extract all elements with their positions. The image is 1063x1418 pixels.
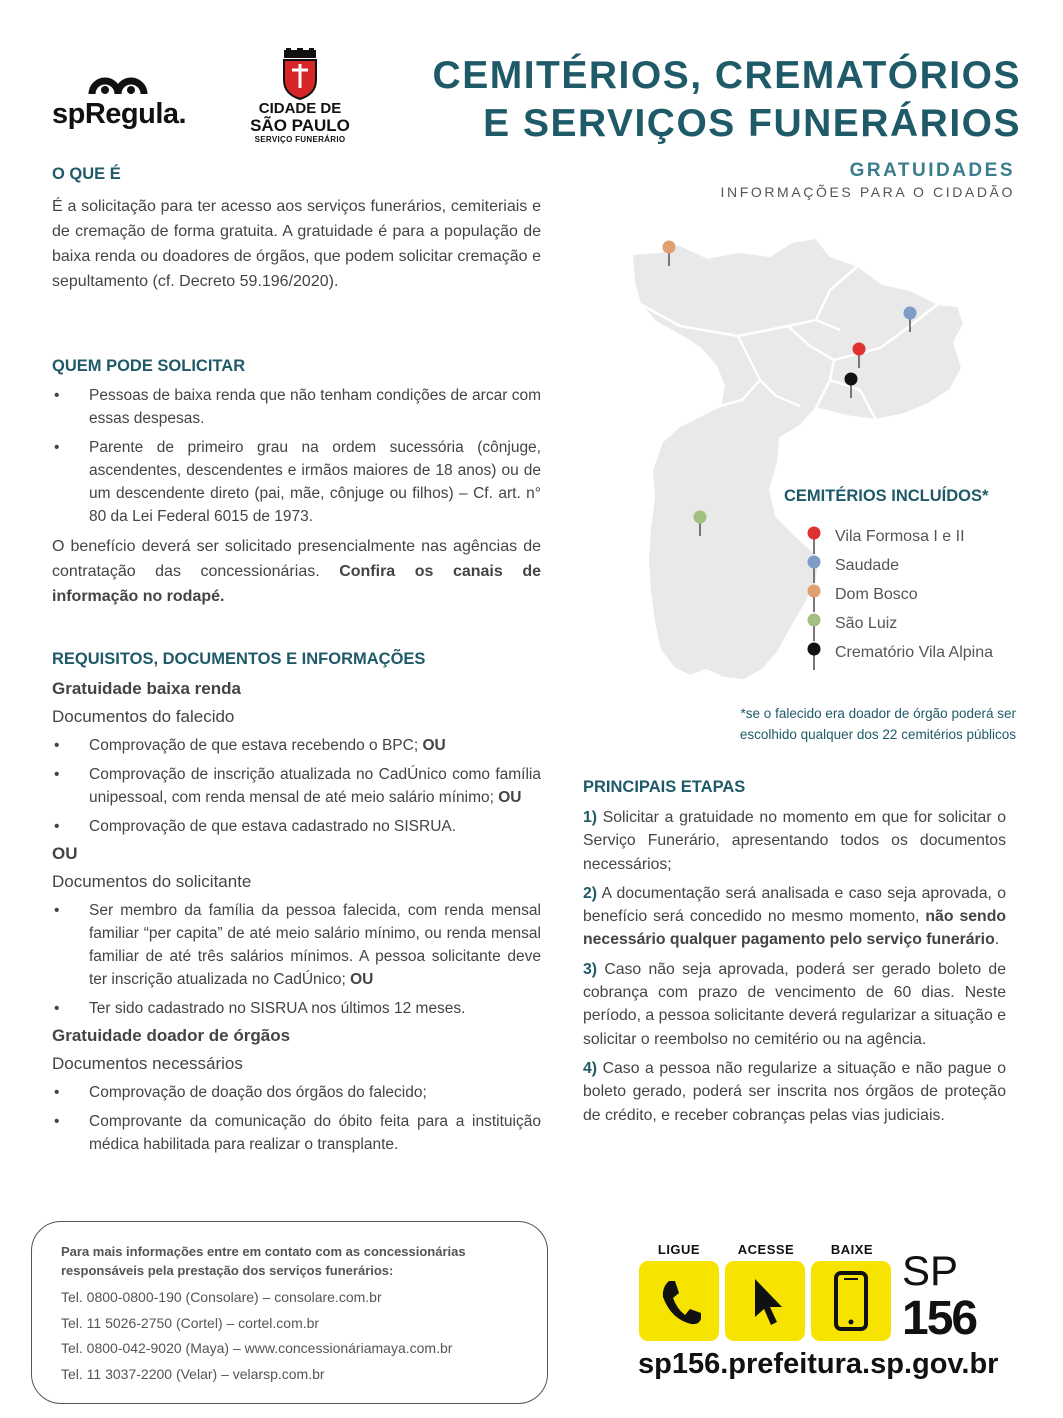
item-bold: OU — [498, 789, 522, 806]
city-coat-of-arms-icon — [278, 48, 322, 100]
legend-label: Crematório Vila Alpina — [835, 644, 994, 661]
smartphone-icon — [811, 1261, 891, 1341]
legend-label: Vila Formosa I e II — [835, 528, 965, 545]
legend-label: Dom Bosco — [835, 586, 918, 603]
contact-tel: Tel. 11 5026-2750 (Cortel) – cortel.com.br — [61, 1315, 320, 1331]
label-ligue: LIGUE — [657, 1242, 701, 1257]
pin-icon — [806, 555, 822, 585]
heading-o-que-e: O QUE É — [52, 165, 121, 183]
city-line-2: SÃO PAULO — [250, 116, 350, 135]
list-item — [52, 899, 541, 991]
label-baixa-renda: Gratuidade baixa renda — [52, 679, 241, 698]
title-line-1: CEMITÉRIOS, CREMATÓRIOS — [432, 54, 1021, 97]
section-etapas — [583, 778, 1006, 1133]
title-line-2: E SERVIÇOS FUNERÁRIOS — [483, 102, 1021, 145]
list-item: • Parente de primeiro grau na ordem sucessória (cônjuge, ascendentes, descendentes e irmãos maiores de 18 anos) ou de um descendente direto (pai, mãe, cônjuge ou filhos) – Cf. art. n° 80 da Lei Federal 6015 de 1973. — [52, 436, 541, 528]
label-docs-solicitante: Documentos do solicitante — [52, 872, 252, 891]
list-item — [52, 1110, 541, 1156]
step-item — [583, 806, 1006, 876]
text-o-que-e: É a solicitação para ter acesso aos serviços funerários, cemiteriais e de cremação de forma gratuita. A gratuidade é para a população de baixa renda ou doadores de órgãos, que podem solicitar cremação e sepultamento (cf. Decreto 59.196/2020). — [52, 198, 541, 290]
list-item — [52, 815, 541, 838]
item-bold: OU — [350, 971, 374, 988]
step-number: 2) — [583, 884, 598, 902]
heading-quem-pode: QUEM PODE SOLICITAR — [52, 357, 246, 375]
label-baixe: BAIXE — [830, 1242, 874, 1257]
step-text: Caso a pessoa não regularize a situação e não pague o boleto gerado, poderá ser inscrita nos órgãos de proteção de crédito, e receber cobranças pelas vias judiciais. — [583, 1059, 1006, 1124]
label-doador: Gratuidade doador de órgãos — [52, 1026, 291, 1045]
step-text: A documentação será analisada e caso seja aprovada, o benefício será concedido no mesmo momento, — [583, 884, 1006, 926]
pin-icon — [806, 526, 822, 556]
pin-icon — [806, 613, 822, 643]
contact-tel: Tel. 11 3037-2200 (Velar) – velarsp.com.br — [61, 1366, 325, 1382]
list-item — [52, 1081, 541, 1104]
step-text: Caso não seja aprovada, poderá ser gerado boleto de cobrança com prazo de vencimento de 60 dias. Neste período, a pessoa solicitante deverá regularizar a situação e solicitar o reembolso no cemitério ou na agência. — [583, 960, 1006, 1048]
city-line-3: SERVIÇO FUNERÁRIO — [254, 135, 346, 144]
step-number: 3) — [583, 960, 598, 978]
item-text: Comprovação de doação dos órgãos do falecido; — [89, 1084, 427, 1101]
page-subtitle-2: INFORMAÇÕES PARA O CIDADÃO — [720, 184, 1015, 200]
section-quem-pode — [52, 357, 541, 609]
pin-color-dot — [808, 585, 821, 598]
city-logo-text — [244, 100, 356, 145]
section-o-que-e — [52, 165, 541, 294]
heading-requisitos: REQUISITOS, DOCUMENTOS E INFORMAÇÕES — [52, 650, 426, 668]
note-line-1: *se o falecido era doador de órgão poderá ser — [740, 706, 1016, 721]
contact-info-box — [31, 1221, 548, 1404]
step-number: 4) — [583, 1059, 598, 1077]
page-subtitle: GRATUIDADES — [849, 160, 1015, 181]
pin-color-dot — [808, 527, 821, 540]
pin-icon — [806, 584, 822, 614]
city-line-1: CIDADE DE — [258, 100, 342, 117]
acesse-button[interactable] — [725, 1261, 805, 1341]
label-acesse: ACESSE — [737, 1242, 795, 1257]
step-item — [583, 882, 1006, 952]
section-requisitos — [52, 650, 541, 1162]
item-text: Comprovação de inscrição atualizada no CadÚnico como família unipessoal, com renda mensal de até meio salário mínimo; — [89, 766, 541, 806]
legend-label: São Luiz — [835, 615, 898, 632]
list-item — [52, 763, 541, 809]
step-text: Solicitar a gratuidade no momento em que for solicitar o Serviço Funerário, apresentando todos os documentos necessários; — [583, 809, 1006, 873]
sp156-url-link[interactable]: sp156.prefeitura.sp.gov.br — [638, 1348, 999, 1380]
cursor-icon — [725, 1261, 805, 1341]
item-text: Ter sido cadastrado no SISRUA nos últimos 12 meses. — [89, 1000, 466, 1017]
label-docs-falecido: Documentos do falecido — [52, 707, 235, 726]
map-region-shape — [632, 238, 964, 680]
note-line-2: escolhido qualquer dos 22 cemitérios públicos — [739, 727, 1016, 742]
step-bold: não sendo necessário qualquer pagamento pelo serviço funerário — [583, 908, 1006, 949]
ligue-button[interactable] — [639, 1261, 719, 1341]
text-quem-pode-note — [52, 534, 541, 609]
step-item — [583, 1057, 1006, 1127]
pin-color-dot — [808, 556, 821, 569]
page-title — [433, 52, 1021, 148]
item-text: Ser membro da família da pessoa falecida, com renda mensal familiar “per capita” de até meio salário mínimo, ou renda mensal familiar de até três salários mínimos. A pessoa solicitante deve ter inscrição atualizada no CadÚnico; — [89, 902, 541, 988]
note-text: O benefício deverá ser solicitado presencialmente nas agências de contratação das concessionárias. — [52, 538, 541, 580]
baixe-button[interactable] — [811, 1261, 891, 1341]
sp156-number: 156 — [902, 1292, 977, 1345]
contact-title: Para mais informações entre em contato com as concessionárias responsáveis pela prestação dos serviços funerários: — [61, 1244, 466, 1278]
pin-color-dot — [808, 643, 821, 656]
sp156-sp-text: SP — [902, 1247, 959, 1294]
spregula-logo-icon — [88, 64, 148, 96]
doador-note — [704, 703, 1016, 745]
step-item — [583, 958, 1006, 1051]
contact-tel: Tel. 0800-042-9020 (Maya) – www.concessionáriamaya.com.br — [61, 1340, 453, 1356]
item-bold: OU — [422, 737, 446, 754]
sao-paulo-map — [620, 230, 970, 690]
phone-icon — [639, 1261, 719, 1341]
pin-icon — [806, 642, 822, 672]
list-item: • Pessoas de baixa renda que não tenham condições de arcar com essas despesas. — [52, 384, 541, 430]
heading-etapas: PRINCIPAIS ETAPAS — [583, 778, 746, 796]
step-number: 1) — [583, 809, 598, 826]
legend-label: Saudade — [835, 557, 900, 574]
step-text-post: . — [994, 931, 1000, 949]
label-ou: OU — [52, 844, 78, 863]
spregula-brand: spRegula. — [52, 98, 187, 130]
item-text: Comprovação de que estava recebendo o BPC; — [89, 737, 423, 754]
list-item — [52, 734, 541, 757]
item-text: Comprovação de que estava cadastrado no SISRUA. — [89, 818, 457, 835]
heading-cemiterios: CEMITÉRIOS INCLUÍDOS* — [784, 487, 989, 505]
pin-color-dot — [808, 614, 821, 627]
contact-tel: Tel. 0800-0800-190 (Consolare) – consolare.com.br — [61, 1289, 382, 1305]
list-item — [52, 997, 541, 1020]
label-docs-necessarios: Documentos necessários — [52, 1054, 243, 1073]
item-text: Comprovante da comunicação do óbito feita para a instituição médica habilitada para realizar o transplante. — [89, 1113, 541, 1153]
note-bold: Confira os canais de informação no rodapé. — [52, 563, 541, 605]
